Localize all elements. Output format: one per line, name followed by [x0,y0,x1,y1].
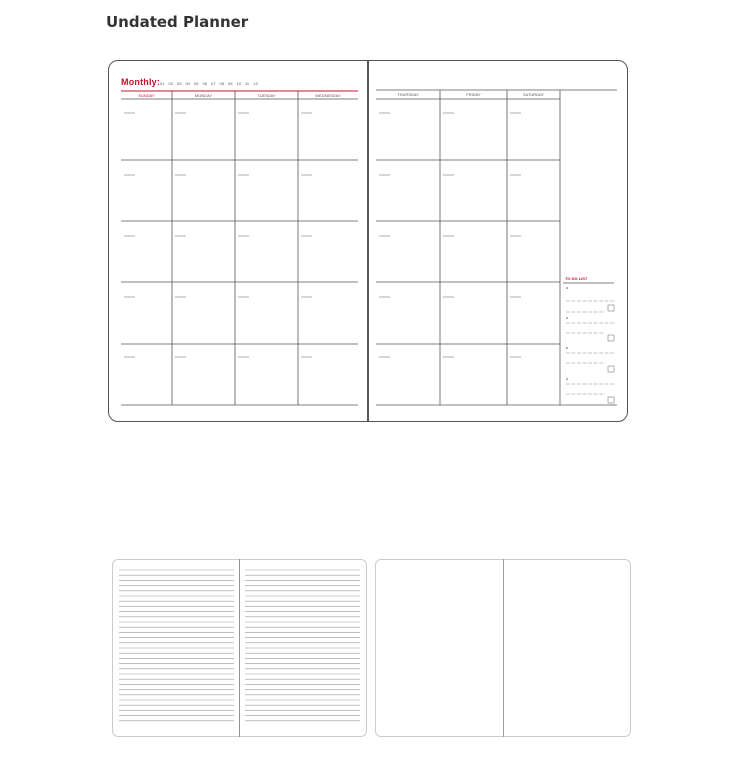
day-header-monday: MONDAY [194,93,213,98]
day-header-wednesday: WEDNESDAY [315,93,341,98]
day-header-friday: FRIDAY [466,92,481,97]
month-number: 01 [160,81,165,86]
day-header-sunday: SUNDAY [138,93,155,98]
month-number: 05 [194,81,199,86]
day-header-saturday: SATURDAY [522,92,545,97]
month-number: 11 [245,81,250,86]
day-header-tuesday: TUESDAY [257,93,276,98]
month-number: 12 [253,81,258,86]
month-number: 08 [219,81,224,86]
month-number: 09 [228,81,233,86]
month-number: 03 [177,81,182,86]
page-title: Undated Planner [106,13,249,31]
month-number: 07 [211,81,216,86]
month-number: 04 [185,81,190,86]
month-number: 10 [236,81,241,86]
month-number: 02 [168,81,173,86]
month-number: 06 [202,81,207,86]
day-header-thursday: THURSDAY [397,92,419,97]
monthly-label: Monthly: [121,77,161,87]
todo-list-label: TO DO LIST [565,276,588,281]
